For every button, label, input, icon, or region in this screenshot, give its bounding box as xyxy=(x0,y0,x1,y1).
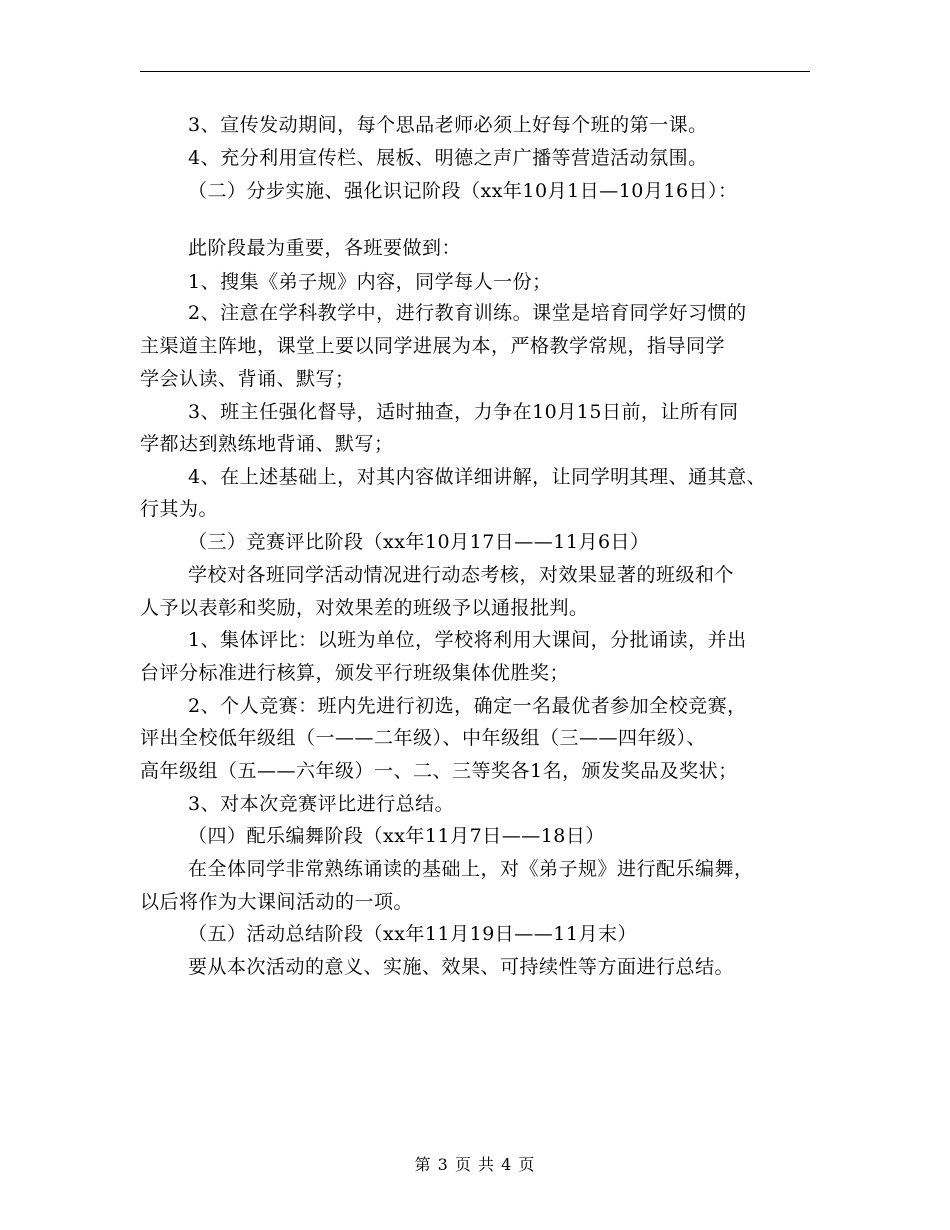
header-rule xyxy=(140,71,810,72)
section-heading: （五）活动总结阶段（xx年11月19日——11月末） xyxy=(188,923,637,945)
paragraph-line: 1、集体评比：以班为单位，学校将利用大课间，分批诵读，并出 xyxy=(188,629,747,651)
paragraph-line: 3、对本次竞赛评比进行总结。 xyxy=(188,793,455,815)
section-heading: （二）分步实施、强化识记阶段（xx年10月1日—10月16日）： xyxy=(188,180,738,202)
paragraph-line: 高年级组（五——六年级）一、二、三等奖各1名，颁发奖品及奖状； xyxy=(140,760,738,782)
paragraph-line: 1、搜集《弟子规》内容，同学每人一份； xyxy=(188,271,552,293)
paragraph-line: 2、个人竞赛：班内先进行初选，确定一名最优者参加全校竞赛， xyxy=(188,695,747,717)
paragraph-line: 学都达到熟练地背诵、默写； xyxy=(140,433,394,455)
page-footer: 第 3 页 共 4 页 xyxy=(414,1155,536,1174)
paragraph-line: 评出全校低年级组（一——二年级）、中年级组（三——四年级）、 xyxy=(140,727,707,749)
paragraph-line: 行其为。 xyxy=(140,498,219,520)
paragraph-line: 4、在上述基础上，对其内容做详细讲解，让同学明其理、通其意、 xyxy=(188,466,767,488)
paragraph-line: 学校对各班同学活动情况进行动态考核，对效果显著的班级和个 xyxy=(188,564,735,586)
paragraph-line: 台评分标准进行核算，颁发平行班级集体优胜奖； xyxy=(140,662,570,684)
paragraph-line: 此阶段最为重要，各班要做到： xyxy=(188,237,462,259)
section-heading: （四）配乐编舞阶段（xx年11月7日——18日） xyxy=(188,825,605,847)
paragraph-line: 以后将作为大课间活动的一项。 xyxy=(140,891,414,913)
paragraph-line: 在全体同学非常熟练诵读的基础上，对《弟子规》进行配乐编舞， xyxy=(188,858,754,880)
section-heading: （三）竞赛评比阶段（xx年10月17日——11月6日） xyxy=(188,531,650,553)
paragraph-line: 4、充分利用宣传栏、展板、明德之声广播等营造活动氛围。 xyxy=(188,147,708,169)
paragraph-line: 人予以表彰和奖励，对效果差的班级予以通报批判。 xyxy=(140,597,589,619)
paragraph-line: 2、注意在学科教学中，进行教育训练。课堂是培育同学好习惯的 xyxy=(188,302,747,324)
paragraph-line: 学会认读、背诵、默写； xyxy=(140,368,355,390)
paragraph-line: 主渠道主阵地，课堂上要以同学进展为本，严格教学常规，指导同学 xyxy=(140,335,726,357)
paragraph-line: 3、宣传发动期间，每个思品老师必须上好每个班的第一课。 xyxy=(188,114,708,136)
paragraph-line: 3、班主任强化督导，适时抽查，力争在10月15日前，让所有同 xyxy=(188,401,739,423)
paragraph-line: 要从本次活动的意义、实施、效果、可持续性等方面进行总结。 xyxy=(188,956,735,978)
